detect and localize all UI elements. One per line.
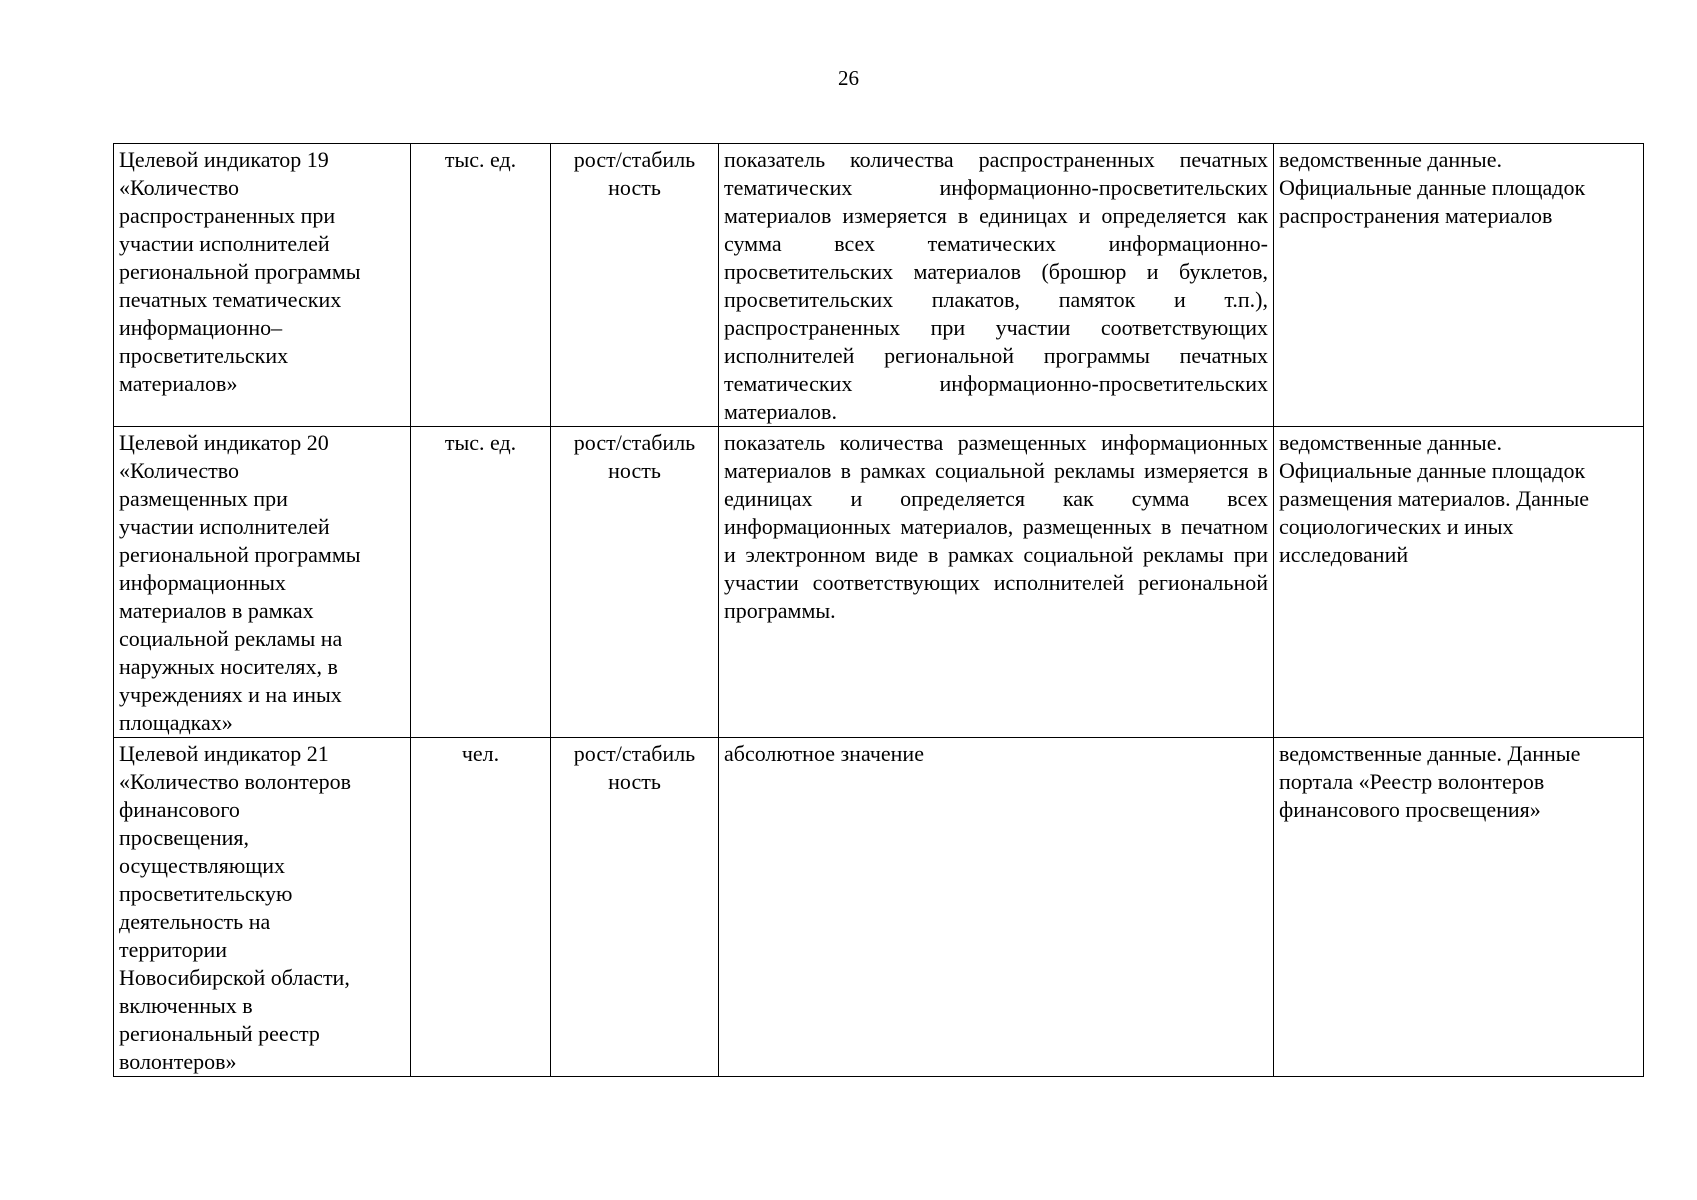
trend-line: ность [608,175,661,200]
indicator-name-line: площадках» [119,710,233,735]
page-number: 26 [838,66,859,90]
indicator-name-line: учреждениях и на иных [119,682,342,707]
indicator-name-line: включенных в [119,993,253,1018]
table-row [114,738,1644,1077]
indicator-name-line: просвещения, [119,825,249,850]
indicator-name-line: информационно– [119,315,283,340]
indicator-name-line: просветительскую [119,881,293,906]
indicator-name-line: «Количество волонтеров [119,769,351,794]
indicator-name-cell [114,738,411,1077]
trend-cell [551,427,719,738]
indicator-name-line: «Количество [119,458,240,483]
indicator-name-line: региональной программы [119,259,361,284]
trend-cell [551,144,719,427]
indicator-name-line: материалов в рамках [119,598,314,623]
source-cell: ведомственные данные. Данные портала «Реестр волонтеров финансового просвещения» [1274,738,1644,1077]
indicator-name-line: «Количество [119,175,240,200]
unit-cell: тыс. ед. [411,427,551,738]
indicators-table [113,143,1644,1077]
method-cell: показатель количества размещенных информационных материалов в рамках социальной рекламы измеряется в единицах и определяется как сумма всех информационных материалов, размещенных в печатном и электронном виде в рамках социальной рекламы при участии соответствующих исполнителей региональной программы. [719,427,1274,738]
indicator-name-line: Целевой индикатор 21 [119,741,329,766]
indicator-name-line: региональной программы [119,542,361,567]
trend-line: ность [608,458,661,483]
trend-line: рост/стабиль [573,430,696,455]
indicator-name-line: территории [119,937,228,962]
indicator-name-line: участии исполнителей [119,514,330,539]
trend-line: ность [608,769,661,794]
indicator-name-line: просветительских [119,343,289,368]
indicator-name-line: Новосибирской области, [119,965,350,990]
trend-line: рост/стабиль [573,741,696,766]
indicator-name-line: деятельность на [119,909,271,934]
indicator-name-line: региональный реестр [119,1021,320,1046]
indicator-name-line: финансового [119,797,240,822]
unit-cell: тыс. ед. [411,144,551,427]
indicator-name-line: материалов» [119,371,238,396]
indicator-name-line: участии исполнителей [119,231,330,256]
indicator-name-line: Целевой индикатор 20 [119,430,329,455]
table-row [114,144,1644,427]
unit-cell: чел. [411,738,551,1077]
method-cell: показатель количества распространенных печатных тематических информационно-просветительских материалов измеряется в единицах и определяется как сумма всех тематических информационно-просветительских материалов (брошюр и буклетов, просветительских плакатов, памяток и т.п.), распространенных при участии соответствующих исполнителей региональной программы печатных тематических информационно-просветительских материалов. [719,144,1274,427]
indicator-name-line: социальной рекламы на [119,626,343,651]
indicator-name-line: информационных [119,570,286,595]
indicator-name-cell [114,144,411,427]
indicator-name-line: Целевой индикатор 19 [119,147,329,172]
trend-line: рост/стабиль [573,147,696,172]
indicator-name-line: печатных тематических [119,287,342,312]
indicator-name-line: распространенных при [119,203,336,228]
indicator-name-line: волонтеров» [119,1049,237,1074]
source-cell: ведомственные данные. Официальные данные площадок распространения материалов [1274,144,1644,427]
indicator-name-line: наружных носителях, в [119,654,338,679]
indicator-name-line: размещенных при [119,486,288,511]
method-cell: абсолютное значение [719,738,1274,1077]
indicator-name-line: осуществляющих [119,853,285,878]
source-cell: ведомственные данные. Официальные данные площадок размещения материалов. Данные социологических и иных исследований [1274,427,1644,738]
trend-cell [551,738,719,1077]
indicator-name-cell [114,427,411,738]
table-row [114,427,1644,738]
